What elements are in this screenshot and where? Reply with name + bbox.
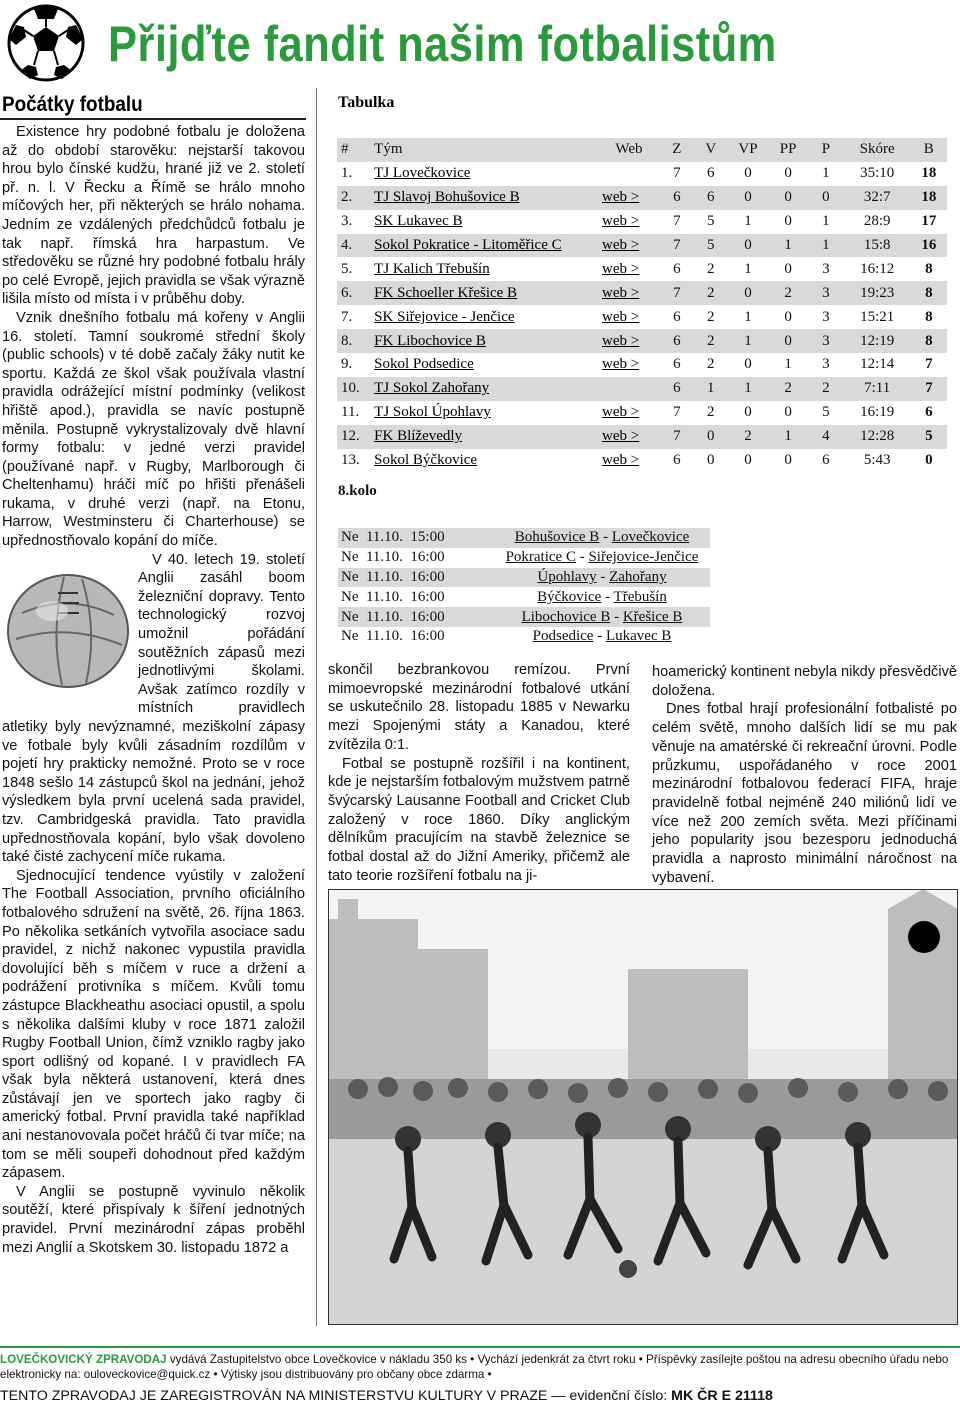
cell-ot-wins: 1 bbox=[744, 260, 752, 277]
cell-ot-wins: 0 bbox=[744, 356, 752, 373]
cell-points: 17 bbox=[921, 213, 937, 230]
cell-rank: 10. bbox=[337, 377, 370, 401]
article-paragraph: skončil bezbrankovou remízou. První mimoevropské mezinárodní fotbalové utkání se uskutečnilo 28. listopadu 1885 v Newarku mezi Spojenými státy a Kanadou, které zvítězila 0:1. bbox=[328, 662, 630, 753]
cell-wins: 2 bbox=[707, 308, 715, 325]
page-headline: Přijďte fandit našim fotbalistům bbox=[108, 16, 777, 72]
fixture-row bbox=[338, 587, 710, 607]
fixture-teams: Býčkovice - Třebušín bbox=[537, 588, 667, 605]
fixture-date: Ne 11.10. 16:00 bbox=[341, 549, 445, 566]
cell-wins: 6 bbox=[707, 165, 715, 182]
cell-wins: 0 bbox=[707, 452, 715, 469]
col-header-wins: V bbox=[694, 138, 728, 162]
article-paragraph: Sjednocující tendence vyústily v založení The Football Association, prvního oficiálního fotbalového sdružení na světě, 26. října 1863. Po několika setkáních vytvořila asociace sadu pravidel, z nichž nakonec vypustila pravidla dovolující běh s míčem v ruce a držení a podrážení protivníka s míčem. Kvůli tomu zástupce Blackheathu asociaci opustil, a spolu s několika dalšími kluby v roce 1871 založil Rugby Football Union, čímž vzniklo ragby jako sport odlišný od kopané. I v pravidlech FA však byla některá ustanovení, která dnes zůstávají jen ve sportech jako ragby či americký fotbal. První pravidla také například ani nestanovovala počet hráčů či tvar míče; na tom se měli soupeři dohodnout před každým zápasem. bbox=[2, 867, 305, 1182]
cell-team[interactable]: TJ Sokol Úpohlavy bbox=[374, 404, 491, 421]
cell-rank: 13. bbox=[341, 452, 360, 469]
historic-match-illustration bbox=[328, 889, 958, 1325]
cell-web[interactable]: web > bbox=[598, 425, 660, 449]
fixture-date: Ne 11.10. 16:00 bbox=[341, 588, 445, 605]
cell-points: 8 bbox=[911, 329, 947, 353]
table-row bbox=[337, 257, 947, 281]
cell-wins: 5 bbox=[707, 213, 715, 230]
fixture-date: Ne 11.10. 16:00 bbox=[338, 607, 494, 627]
cell-rank: 8. bbox=[337, 329, 370, 353]
cell-played: 6 bbox=[673, 308, 681, 325]
fixture-home-team[interactable]: Úpohlavy bbox=[537, 568, 597, 585]
cell-team[interactable]: Sokol Pokratice - Litoměřice C bbox=[370, 234, 598, 258]
cell-rank: 4. bbox=[337, 234, 370, 258]
cell-losses: 1 bbox=[808, 234, 844, 258]
fixture-teams: Pokratice C - Siřejovice-Jenčice bbox=[505, 549, 699, 566]
cell-losses: 1 bbox=[822, 213, 830, 230]
cell-played: 7 bbox=[660, 234, 694, 258]
table-row bbox=[337, 305, 947, 329]
cell-played: 7 bbox=[673, 165, 681, 182]
cell-ot-wins: 0 bbox=[744, 452, 752, 469]
cell-ot-losses: 0 bbox=[784, 452, 792, 469]
cell-rank: 1. bbox=[341, 165, 353, 182]
cell-points: 7 bbox=[925, 356, 933, 373]
cell-ot-losses: 0 bbox=[784, 213, 792, 230]
cell-played: 7 bbox=[660, 425, 694, 449]
cell-team[interactable]: TJ Sokol Zahořany bbox=[370, 377, 598, 401]
table-row bbox=[337, 329, 947, 353]
cell-losses: 1 bbox=[822, 165, 830, 182]
cell-points: 18 bbox=[911, 186, 947, 210]
cell-rank: 2. bbox=[337, 186, 370, 210]
right-article bbox=[652, 663, 957, 887]
table-row bbox=[337, 234, 947, 258]
article-paragraph: hoamerický kontinent nebyla nikdy přesvědčivě doložena. bbox=[652, 664, 958, 699]
fixture-away-team[interactable]: Siřejovice-Jenčice bbox=[588, 549, 699, 566]
col-header-ot-losses: PP bbox=[768, 138, 808, 162]
cell-score: 16:19 bbox=[860, 404, 895, 421]
cell-played: 6 bbox=[660, 377, 694, 401]
cell-played: 6 bbox=[660, 329, 694, 353]
cell-ot-wins: 0 bbox=[728, 234, 768, 258]
cell-web[interactable]: web > bbox=[602, 213, 640, 230]
cell-points: 18 bbox=[921, 165, 937, 182]
fixture-away-team[interactable]: Lukavec B bbox=[605, 628, 672, 645]
left-article bbox=[2, 123, 305, 1257]
cell-ot-wins: 1 bbox=[744, 308, 752, 325]
cell-score: 12:19 bbox=[844, 329, 911, 353]
table-row bbox=[337, 401, 947, 425]
cell-score: 15:8 bbox=[844, 234, 911, 258]
article-paragraph: Vznik dnešního fotbalu má kořeny v Anglii 16. století. Tamní soukromé střední školy (public schools) v té době začaly žáky nutit ke sportu. Každá ze škol však používala vlastní pravidla odrážející místní podmínky (velikost hřiště apod.), pravidla se navíc postupně měnila. Postupně vykrystalizovaly dvě hlavní formy fotbalu: v jedné verzi pravidel (používané např. v Rugby, Marlborough či Cheltenhamu) hráči míč po hřišti přenášeli rukama, v druhé verzi (např. na Etonu, Harrow, Westminsteru či Charterhouse) se upřednostňovalo kopání do míče. bbox=[2, 309, 305, 550]
cell-ot-losses: 1 bbox=[784, 356, 792, 373]
section-title: Počátky fotbalu bbox=[2, 93, 143, 116]
cell-played: 7 bbox=[673, 213, 681, 230]
table-title: Tabulka bbox=[338, 94, 395, 111]
cell-losses: 3 bbox=[822, 308, 830, 325]
cell-rank: 7. bbox=[341, 308, 353, 325]
fixture-date: Ne 11.10. 16:00 bbox=[341, 628, 445, 645]
cell-score: 12:28 bbox=[844, 425, 911, 449]
article-paragraph: Dnes fotbal hrají profesionální fotbalisté po celém světě, mnoho dalších lidí se mu pak věnuje na amatérské či rekreační úrovni. Podle průzkumu, uspořádaného v roce 2001 mezinárodní fotbalovou federací FIFA, hraje pravidelně fotbal nejméně 240 miliónů lidí ve více než 200 zemích světa. Mezi příčinami jeho popularity jsou bezesporu jednoduchá pravidla a naprosto minimální náročnost na vybavení. bbox=[652, 701, 957, 886]
footer-brand: LOVEČKOVICKÝ ZPRAVODAJ bbox=[0, 1353, 167, 1366]
fixture-row bbox=[338, 627, 710, 647]
table-row bbox=[337, 449, 947, 473]
cell-score: 28:9 bbox=[863, 213, 891, 230]
fixture-row bbox=[338, 548, 710, 568]
cell-ot-wins: 1 bbox=[728, 329, 768, 353]
footer-imprint-text: vydává Zastupitelstvo obce Lovečkovice v nákladu 350 ks • Vychází jedenkrát za čtvrt roku • Příspěvky zasílejte poštou na adresu obecního úřadu nebo elektronicky na: ouloveckovice@quick.cz • Výtisky jsou distribuovány pro občany obce zdarma • bbox=[0, 1353, 949, 1381]
cell-ot-wins: 0 bbox=[728, 281, 768, 305]
cell-ot-losses: 0 bbox=[784, 404, 792, 421]
cell-team[interactable]: SK Siřejovice - Jenčice bbox=[374, 308, 515, 325]
cell-losses: 3 bbox=[822, 356, 830, 373]
section-rule bbox=[0, 118, 306, 120]
cell-team[interactable]: FK Libochovice B bbox=[370, 329, 598, 353]
footer-rule bbox=[0, 1346, 960, 1348]
col-header-ot-wins: VP bbox=[728, 138, 768, 162]
cell-wins: 1 bbox=[694, 377, 728, 401]
cell-points: 16 bbox=[911, 234, 947, 258]
fixture-away-team[interactable]: Lovečkovice bbox=[611, 529, 690, 546]
cell-score: 7:11 bbox=[844, 377, 911, 401]
table-row bbox=[337, 281, 947, 305]
cell-played: 6 bbox=[673, 260, 681, 277]
cell-played: 6 bbox=[673, 452, 681, 469]
cell-team[interactable]: TJ Lovečkovice bbox=[374, 165, 471, 182]
cell-ot-losses: 2 bbox=[768, 377, 808, 401]
fixture-teams: Libochovice B - Křešice B bbox=[494, 607, 710, 627]
cell-web[interactable]: web > bbox=[598, 234, 660, 258]
cell-losses: 0 bbox=[808, 186, 844, 210]
cell-ot-losses: 0 bbox=[784, 308, 792, 325]
fixture-row bbox=[338, 528, 710, 548]
cell-losses: 5 bbox=[822, 404, 830, 421]
cell-team[interactable]: TJ Kalich Třebušín bbox=[374, 260, 490, 277]
cell-points: 8 bbox=[925, 308, 933, 325]
cell-ot-losses: 0 bbox=[768, 186, 808, 210]
footer-imprint bbox=[0, 1352, 960, 1382]
cell-losses: 3 bbox=[822, 260, 830, 277]
cell-ot-losses: 0 bbox=[768, 329, 808, 353]
column-divider bbox=[316, 88, 317, 1326]
cell-score: 15:21 bbox=[860, 308, 895, 325]
col-header-rank: # bbox=[337, 138, 370, 162]
fixture-home-team[interactable]: Libochovice B bbox=[521, 608, 611, 625]
cell-losses: 3 bbox=[808, 329, 844, 353]
cell-web[interactable]: web > bbox=[602, 356, 640, 373]
col-header-points: B bbox=[911, 138, 947, 162]
cell-web[interactable]: web > bbox=[602, 260, 640, 277]
cell-web[interactable]: web > bbox=[602, 452, 640, 469]
cell-team[interactable]: FK Schoeller Křešice B bbox=[370, 281, 598, 305]
footer-registration-text: TENTO ZPRAVODAJ JE ZAREGISTROVÁN NA MINISTERSTVU KULTURY V PRAZE — evidenční číslo: bbox=[0, 1388, 672, 1404]
mid-article bbox=[328, 661, 630, 885]
article-paragraph: V Anglii se postupně vyvinulo několik soutěží, které přispívaly k šíření jednotných pravidel. První mezinárodní zápas proběhl mezi Anglií a Skotskem 30. listopadu 1872 a bbox=[2, 1183, 305, 1256]
cell-wins: 0 bbox=[694, 425, 728, 449]
cell-ot-wins: 2 bbox=[728, 425, 768, 449]
cell-score: 32:7 bbox=[844, 186, 911, 210]
fixture-row bbox=[338, 607, 710, 627]
cell-wins: 2 bbox=[694, 281, 728, 305]
col-header-losses: P bbox=[808, 138, 844, 162]
fixture-home-team[interactable]: Býčkovice bbox=[537, 588, 602, 605]
article-paragraph: Existence hry podobné fotbalu je doložena až do období starověku: nejstarší takovou hrou bylo čínské kudžu, hrané již ve 2. století př. n. l. V Řecku a Římě se hrálo mnoho míčových her, při některých se hrálo nohama. Jedním ze vzdálených předchůdců fotbalu je tak např. římská hra harpastum. Ve středověku se různé hry podobné fotbalu hrály po celé Evropě, jejich pravidla se však výrazně lišila místo od místa i v průběhu doby. bbox=[2, 124, 305, 308]
fixture-away-team[interactable]: Křešice B bbox=[622, 608, 683, 625]
footer-registration-number: MK ČR E 21118 bbox=[671, 1388, 773, 1404]
cell-ot-wins: 0 bbox=[744, 404, 752, 421]
table-row bbox=[337, 162, 947, 186]
fixture-teams: Bohušovice B - Lovečkovice bbox=[494, 528, 710, 548]
cell-ot-losses: 1 bbox=[768, 425, 808, 449]
table-header-row bbox=[337, 138, 947, 162]
cell-team[interactable]: Sokol Podsedice bbox=[374, 356, 474, 373]
cell-web bbox=[598, 377, 660, 401]
fixture-away-team[interactable]: Zahořany bbox=[609, 568, 667, 585]
cell-points: 8 bbox=[925, 260, 933, 277]
cell-rank: 9. bbox=[341, 356, 353, 373]
fixture-teams: Podsedice - Lukavec B bbox=[532, 628, 672, 645]
cell-team[interactable]: FK Blíževedly bbox=[370, 425, 598, 449]
fixtures-table bbox=[338, 528, 710, 647]
cell-losses: 2 bbox=[808, 377, 844, 401]
cell-web[interactable]: web > bbox=[602, 404, 640, 421]
cell-played: 6 bbox=[660, 186, 694, 210]
cell-wins: 5 bbox=[694, 234, 728, 258]
cell-wins: 2 bbox=[694, 329, 728, 353]
col-header-team: Tým bbox=[370, 138, 598, 162]
fixture-home-team[interactable]: Pokratice C bbox=[505, 549, 576, 566]
cell-score: 5:43 bbox=[863, 452, 891, 469]
table-row bbox=[337, 353, 947, 377]
table-row bbox=[337, 186, 947, 210]
cell-points: 7 bbox=[911, 377, 947, 401]
cell-score: 12:14 bbox=[860, 356, 895, 373]
cell-played: 7 bbox=[673, 404, 681, 421]
standings-table bbox=[337, 138, 947, 472]
cell-score: 16:12 bbox=[860, 260, 895, 277]
cell-ot-wins: 0 bbox=[744, 165, 752, 182]
cell-web bbox=[598, 162, 660, 186]
fixture-date: Ne 11.10. 16:00 bbox=[338, 568, 494, 588]
cell-wins: 2 bbox=[707, 260, 715, 277]
cell-wins: 6 bbox=[694, 186, 728, 210]
footer-registration bbox=[0, 1388, 960, 1405]
col-header-score: Skóre bbox=[844, 138, 911, 162]
old-football-image bbox=[2, 553, 132, 701]
cell-web[interactable]: web > bbox=[598, 329, 660, 353]
cell-wins: 2 bbox=[707, 356, 715, 373]
cell-losses: 6 bbox=[822, 452, 830, 469]
cell-ot-wins: 0 bbox=[728, 186, 768, 210]
fixture-home-team[interactable]: Bohušovice B bbox=[514, 529, 600, 546]
cell-team[interactable]: SK Lukavec B bbox=[374, 213, 463, 230]
cell-ot-losses: 2 bbox=[768, 281, 808, 305]
cell-team[interactable]: TJ Slavoj Bohušovice B bbox=[370, 186, 598, 210]
cell-played: 7 bbox=[660, 281, 694, 305]
fixture-row bbox=[338, 568, 710, 588]
cell-ot-losses: 0 bbox=[784, 165, 792, 182]
table-row bbox=[337, 377, 947, 401]
cell-score: 19:23 bbox=[844, 281, 911, 305]
cell-score: 35:10 bbox=[860, 165, 895, 182]
soccer-ball-icon bbox=[6, 3, 86, 83]
cell-web[interactable]: web > bbox=[598, 186, 660, 210]
cell-points: 6 bbox=[925, 404, 933, 421]
col-header-web: Web bbox=[598, 138, 660, 162]
cell-ot-losses: 1 bbox=[768, 234, 808, 258]
fixture-date: Ne 11.10. 15:00 bbox=[338, 528, 494, 548]
col-header-played: Z bbox=[660, 138, 694, 162]
cell-rank: 11. bbox=[341, 404, 360, 421]
cell-wins: 2 bbox=[707, 404, 715, 421]
cell-rank: 6. bbox=[337, 281, 370, 305]
table-row bbox=[337, 210, 947, 234]
cell-rank: 12. bbox=[337, 425, 370, 449]
cell-ot-wins: 1 bbox=[744, 213, 752, 230]
cell-played: 6 bbox=[673, 356, 681, 373]
fixture-home-team[interactable]: Podsedice bbox=[532, 628, 594, 645]
table-row bbox=[337, 425, 947, 449]
cell-ot-losses: 0 bbox=[784, 260, 792, 277]
cell-rank: 5. bbox=[341, 260, 353, 277]
cell-team[interactable]: Sokol Býčkovice bbox=[374, 452, 478, 469]
article-paragraph: Fotbal se postupně rozšířil i na kontinent, kde je nejstarším fotbalovým mužstvem patrně švýcarský Lausanne Football and Cricket Club založený v roce 1860. Díky anglickým dělníkům pracujícím na stavbě železnice se fotbal dostal až do Jižní Ameriky, přičemž ale tato teorie rozšíření fotbalu na ji- bbox=[328, 755, 630, 884]
article-paragraph: V 40. letech 19. století Anglii zasáhl boom železniční dopravy. Tento technologický rozvoj umožnil pořádání soutěžních zápasů mezi jednotlivými školami. Avšak zatímco rozdíly v místních pravidlech atletiky byly nevýznamné, meziškolní zápasy ve fotbale byly kvůli zásadním rozdílům v pojetí hry prakticky nemožné. Proto se v roce 1848 sešlo 14 zástupců škol na jednání, jehož výsledkem byla první ucelená sada pravidel, tzv. Cambridgeská pravidla. Tato pravidla upřednostňovala kopání, bylo však dovoleno také čisté zachycení míče rukama. bbox=[2, 551, 305, 866]
cell-losses: 3 bbox=[808, 281, 844, 305]
cell-points: 5 bbox=[911, 425, 947, 449]
cell-web[interactable]: web > bbox=[602, 308, 640, 325]
cell-ot-wins: 1 bbox=[728, 377, 768, 401]
cell-points: 8 bbox=[911, 281, 947, 305]
cell-losses: 4 bbox=[808, 425, 844, 449]
fixture-teams: Úpohlavy - Zahořany bbox=[494, 568, 710, 588]
cell-web[interactable]: web > bbox=[598, 281, 660, 305]
round-title: 8.kolo bbox=[338, 483, 377, 499]
cell-rank: 3. bbox=[341, 213, 353, 230]
fixture-away-team[interactable]: Třebušín bbox=[613, 588, 667, 605]
cell-points: 0 bbox=[925, 452, 933, 469]
